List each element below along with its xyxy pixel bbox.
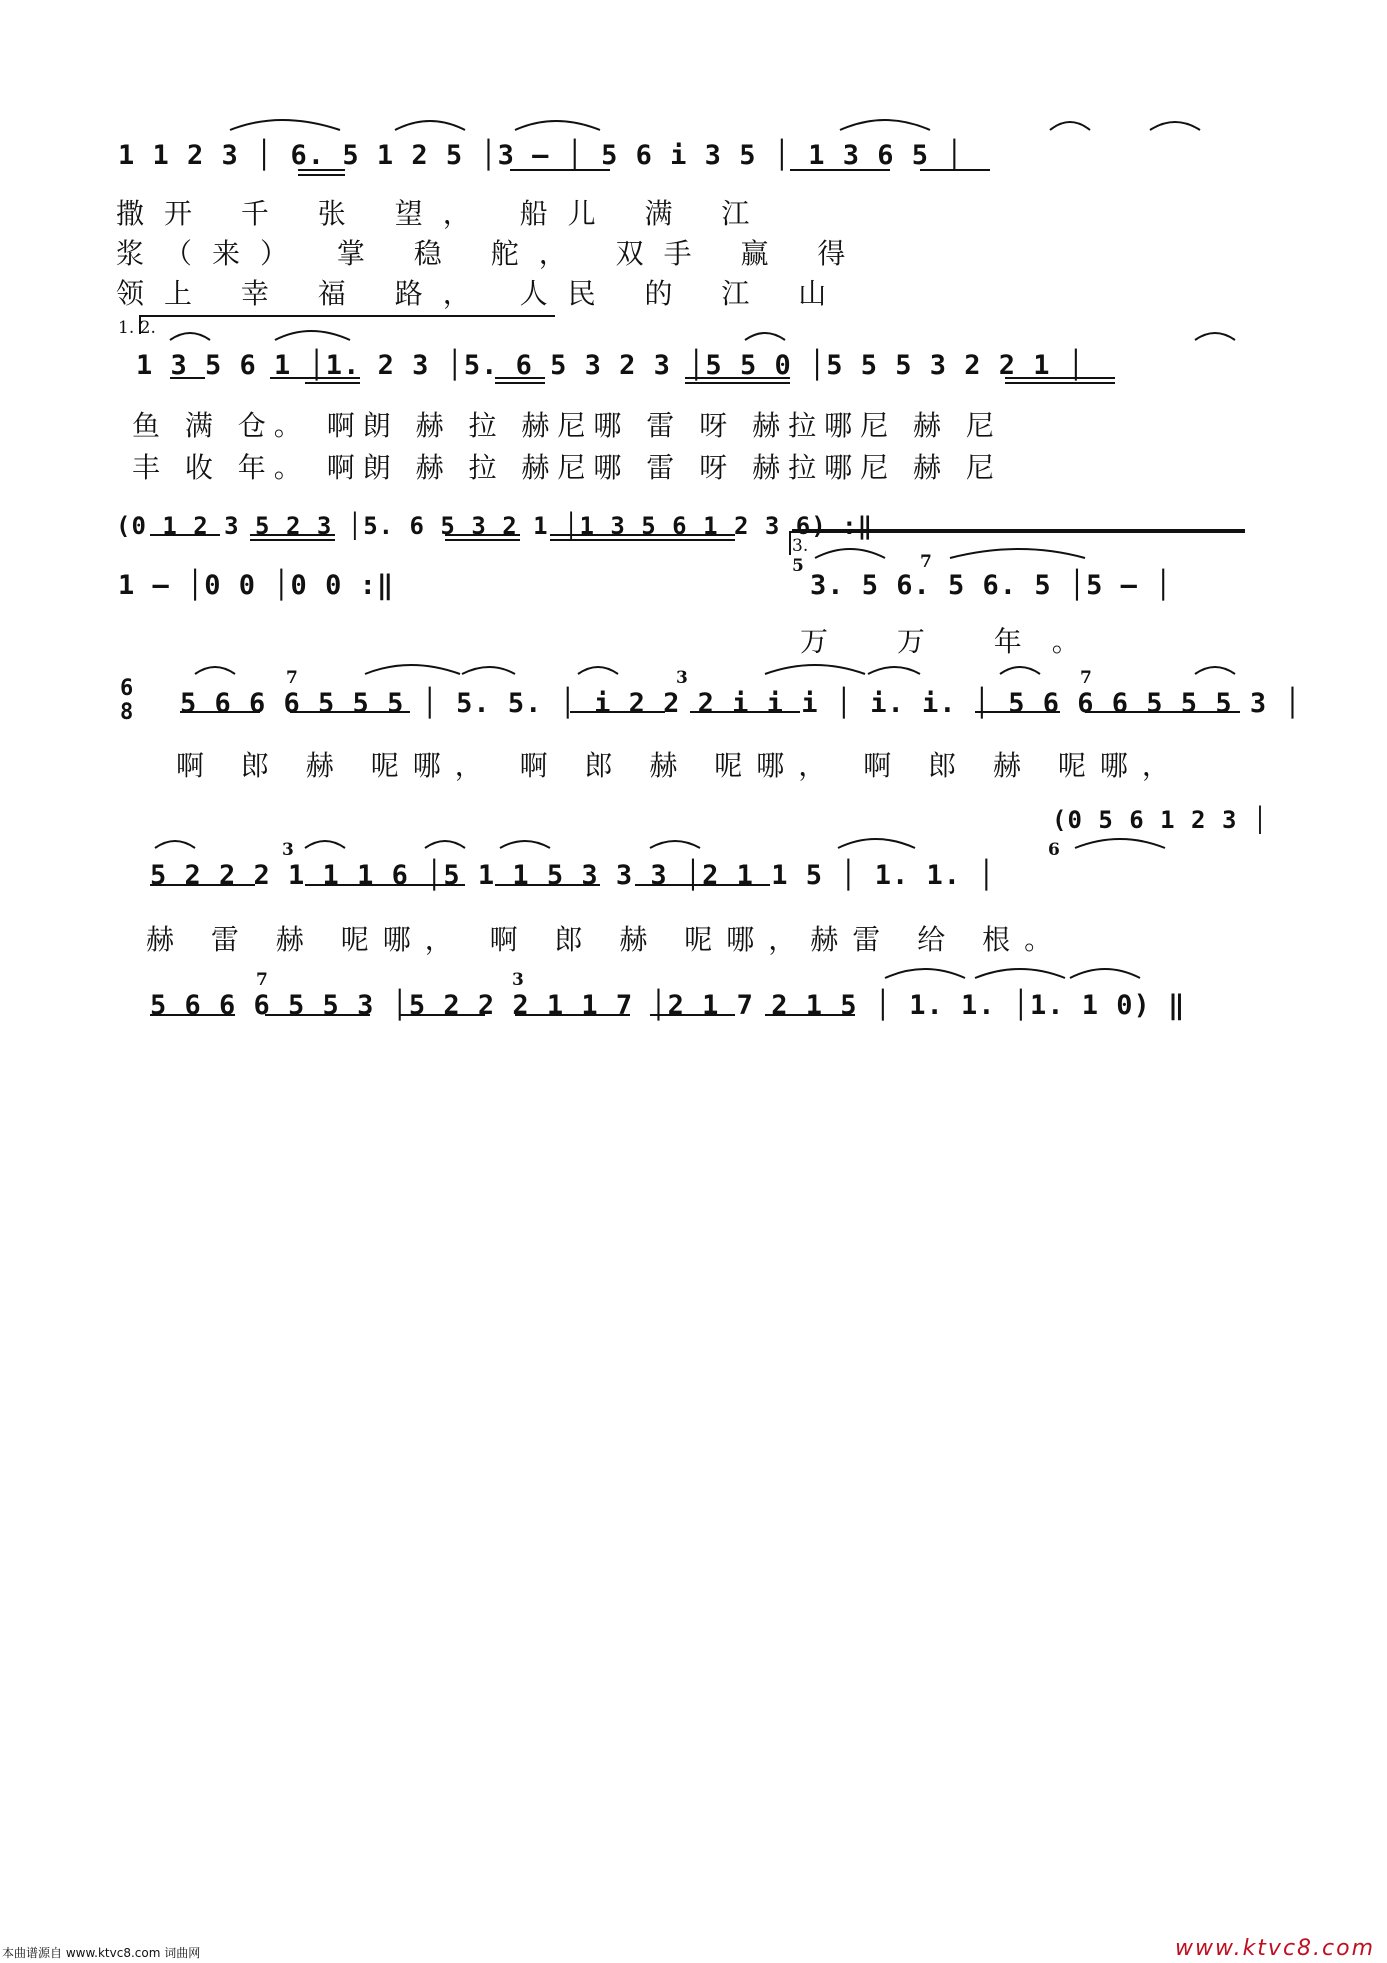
lyrics-line-5: 赫 雷 赫 呢哪， 啊 郎 赫 呢哪，赫雷 给 根。 (146, 923, 1067, 956)
volta-1-2-label: 1. 2. (118, 318, 156, 338)
slur-8 (275, 331, 350, 340)
grace-note-line-3-a: 5 (792, 556, 804, 576)
slur-21 (155, 841, 195, 848)
slur-15 (462, 667, 515, 674)
grace-note-line-4-a: 7 (286, 668, 298, 688)
grace-note-line-3-b: 7 (920, 552, 932, 572)
slur-30 (1070, 969, 1140, 978)
lyrics-line-3: 万 万 年。 (800, 625, 1110, 658)
grace-note-line-5-b: 6 (1048, 840, 1060, 860)
slur-27 (1075, 839, 1165, 848)
slur-13 (195, 667, 235, 674)
grace-note-line-4-b: 3 (676, 668, 688, 688)
lyrics-line-1-verse-3: 领上 幸 福 路， 人民 的 江 山 (116, 277, 847, 310)
time-signature-top: 6 (120, 676, 135, 701)
lyrics-line-1-verse-2: 浆（来） 掌 稳 舵， 双手 赢 得 (116, 237, 866, 270)
slur-26 (838, 839, 915, 848)
accompaniment-line-5: (0 5 6 1 2 3 │ (1052, 806, 1269, 834)
slur-1 (230, 120, 340, 130)
grace-note-line-6-a: 7 (256, 970, 268, 990)
grace-note-line-5-a: 3 (282, 840, 294, 860)
footer-source-text: 本曲谱源自 www.ktvc8.com 词曲网 (2, 1946, 201, 1960)
slur-17 (765, 665, 865, 674)
lyrics-line-2-verse-1: 鱼 满 仓。 啊朗 赫 拉 赫尼哪 雷 呀 赫拉哪尼 赫 尼 (132, 409, 1002, 442)
score-line-6-notes: 5 6 6 6 5 5 3 │5 2 2 2 1 1 7 │2 1 7 2 1 5 │ 1. 1. │1. 1 0) ‖ (150, 990, 1186, 1021)
slur-24 (500, 841, 550, 848)
slur-14 (365, 665, 460, 674)
volta-bracket-1-2 (140, 316, 555, 334)
slur-6 (1150, 122, 1200, 130)
volta-3-label: 3. (792, 536, 809, 556)
slur-25 (650, 841, 700, 848)
slur-29 (975, 969, 1065, 978)
slur-23 (425, 841, 465, 848)
grace-note-line-6-b: 3 (512, 970, 524, 990)
lyrics-line-1-verse-1: 撒开 千 张 望， 船儿 满 江 (116, 197, 770, 230)
slur-22 (305, 841, 345, 848)
volta-bracket-3 (790, 532, 1245, 555)
slur-16 (578, 667, 618, 674)
score-line-3-notes-ending: 3. 5 6. 5 6. 5 │5 – │ (810, 570, 1173, 601)
slur-12 (950, 549, 1085, 558)
slur-11 (815, 549, 885, 558)
score-line-2-notes: 1 3 5 6 1 │1. 2 3 │5. 6 5 3 2 3 │5 5 0 │5 5 5 3 2 2 1 │ (136, 350, 1086, 381)
slur-18 (868, 667, 920, 674)
slur-5 (1050, 122, 1090, 130)
slur-2 (395, 121, 465, 130)
footer-watermark: www.ktvc8.com (1175, 1936, 1376, 1961)
grace-note-line-4-c: 7 (1080, 668, 1092, 688)
slur-3 (515, 121, 600, 130)
slur-7 (170, 333, 210, 340)
lyrics-line-4: 啊 郎 赫 呢哪， 啊 郎 赫 呢哪， 啊 郎 赫 呢哪， (176, 749, 1184, 782)
slur-19 (1000, 667, 1040, 674)
score-line-5-notes: 5 2 2 2 1 1 1 6 │5 1 1 5 3 3 3 │2 1 1 5 │ 1. 1. │ (150, 860, 996, 891)
score-line-4-notes: 5 6 6 6 5 5 5 │ 5. 5. │ i 2 2 2 i i i │ i. i. │ 5 6 6 6 5 5 5 3 │ (180, 688, 1302, 719)
slur-4 (840, 120, 930, 130)
slur-10 (1195, 333, 1235, 340)
lyrics-line-2-verse-2: 丰 收 年。 啊朗 赫 拉 赫尼哪 雷 呀 赫拉哪尼 赫 尼 (132, 451, 1002, 484)
accompaniment-line-3: (0 1 2 3 5 2 3 │5. 6 5 3 2 1 │1 3 5 6 1 2 3 6) :‖ (116, 512, 874, 540)
slur-9 (745, 333, 785, 340)
score-line-3-notes: 1 – │0 0 │0 0 :‖ (118, 570, 395, 601)
slur-28 (885, 969, 965, 978)
time-signature-bottom: 8 (120, 700, 135, 725)
score-line-1-notes: 1 1 2 3 │ 6. 5 1 2 5 │3 – │ 5 6 i 3 5 │ 1 3 6 5 │ (118, 140, 964, 171)
slur-20 (1195, 667, 1235, 674)
